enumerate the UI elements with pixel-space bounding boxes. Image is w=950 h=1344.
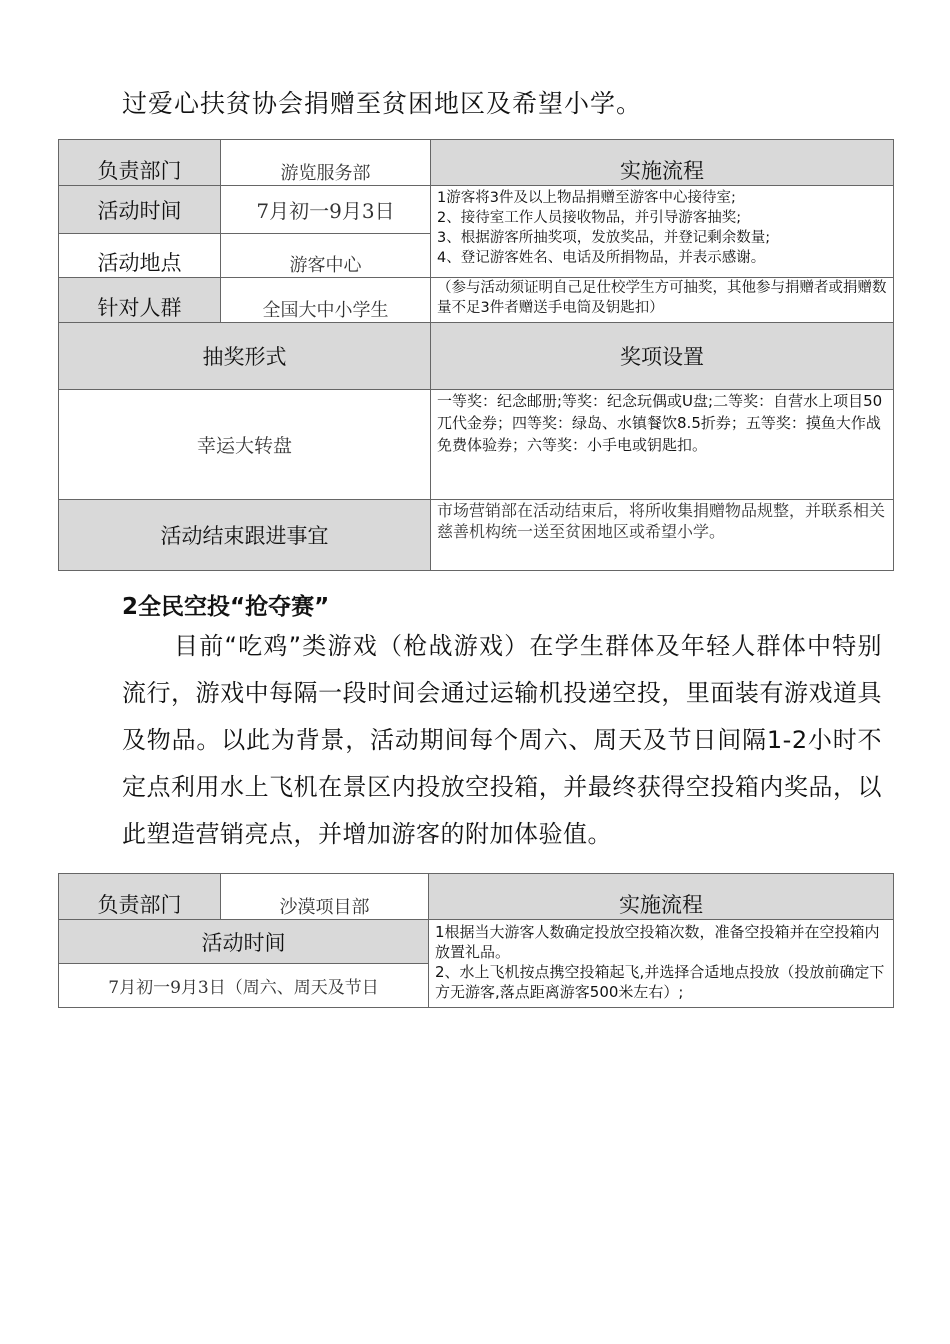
- process-steps: [431, 186, 894, 278]
- process-note: （参与活动须证明自己足仕校学生方可抽奖，其他参与捐赠者或捐赠数量不足3件者赠送手电筒及钥匙扣）: [431, 278, 894, 323]
- process-header: 实施流程: [429, 874, 894, 920]
- place-value: 游客中心: [221, 234, 431, 278]
- time-value: 7月初一9月3日: [221, 186, 431, 234]
- time-value: 7月初一9月3日（周六、周天及节日: [59, 964, 429, 1008]
- process-step: 1根据当大游客人数确定投放空投箱次数，准备空投箱并在空投箱内放置礼品。: [435, 923, 880, 961]
- followup-label: 活动结束跟进事宜: [59, 500, 431, 571]
- process-steps: [429, 920, 894, 1008]
- process-header: 实施流程: [431, 140, 894, 186]
- draw-form-value: 幸运大转盘: [59, 390, 431, 500]
- time-label: 活动时间: [59, 186, 221, 234]
- dept-value: 沙漠项目部: [221, 874, 429, 920]
- audience-label: 针对人群: [59, 278, 221, 323]
- process-step: 1游客将3件及以上物品捐赠至游客中心接待室;: [437, 190, 736, 206]
- time-label: 活动时间: [59, 920, 429, 964]
- prize-setting-label: 奖项设置: [431, 323, 894, 390]
- process-step: 2、接待室工作人员接收物品，并引导游客抽奖;: [437, 210, 742, 226]
- draw-form-label: 抽奖形式: [59, 323, 431, 390]
- dept-value: 游览服务部: [221, 140, 431, 186]
- section-paragraph: 目前“吃鸡”类游戏（枪战游戏）在学生群体及年轻人群体中特别流行，游戏中每隔一段时间会通过运输机投递空投，里面装有游戏道具及物品。以此为背景，活动期间每个周六、周天及节日间隔1-2小时不定点利用水上飞机在景区内投放空投箱，并最终获得空投箱内奖品，以此塑造营销亮点，并增加游客的附加体验值。: [122, 632, 882, 848]
- dept-label: 负责部门: [59, 140, 221, 186]
- activity-table-2: [58, 873, 894, 1008]
- intro-line: 过爱心扶贫协会捐赠至贫困地区及希望小学。: [122, 89, 643, 118]
- activity-table-1: [58, 139, 894, 571]
- audience-value: 全国大中小学生: [221, 278, 431, 323]
- process-step: 2、水上飞机按点携空投箱起飞,并选择合适地点投放（投放前确定下方无游客,落点距离游客500米左右）;: [435, 963, 885, 1001]
- dept-label: 负责部门: [59, 874, 221, 920]
- process-step: 4、登记游客姓名、电话及所捐物品，并表示感谢。: [437, 250, 766, 266]
- prize-list: 一等奖：纪念邮册;等奖：纪念玩偶或U盘;二等奖：自营水上项目50兀代金券；四等奖：绿岛、水镇餐饮8.5折券；五等奖：摸鱼大作战免费体验券；六等奖：小手电或钥匙扣。: [431, 390, 894, 500]
- followup-text: 市场营销部在活动结束后，将所收集捐赠物品规整，并联系相关慈善机构统一送至贫困地区或希望小学。: [431, 500, 894, 571]
- section-heading: 2全民空投“抢夺赛”: [122, 594, 330, 620]
- place-label: 活动地点: [59, 234, 221, 278]
- process-step: 3、根据游客所抽奖项，发放奖品，并登记剩余数量;: [437, 230, 771, 246]
